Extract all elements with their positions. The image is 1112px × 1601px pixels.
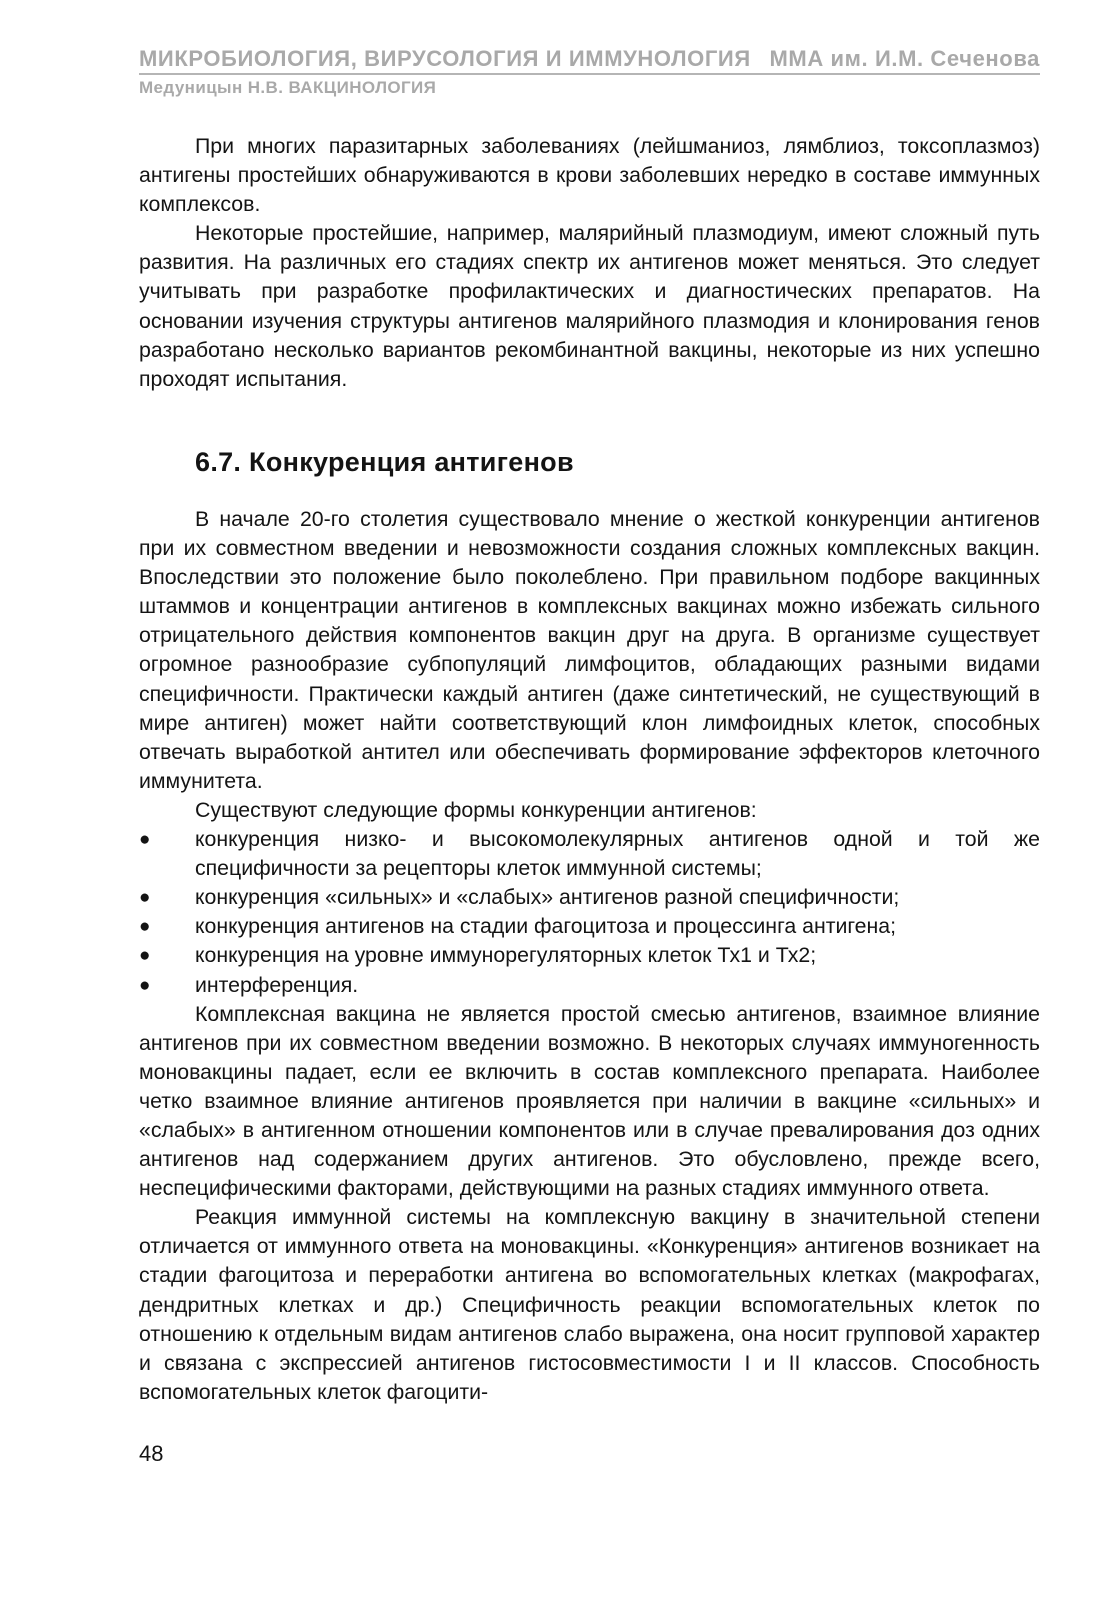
list-item-text: конкуренция антигенов на стадии фагоцитоза и процессинга антигена; (195, 914, 897, 939)
author-book-title: Медуницын Н.В. ВАКЦИНОЛОГИЯ (139, 78, 437, 97)
body-paragraph: При многих паразитарных заболеваниях (лейшманиоз, лямблиоз, токсоплазмоз) антигены простейших обнаруживаются в крови заболевших нередко в составе иммунных комплексов. (139, 134, 1040, 217)
list-item-text: конкуренция на уровне иммунорегуляторных клеток Тх1 и Тх2; (195, 943, 817, 968)
list-item (139, 912, 1040, 941)
section-heading: 6.7. Конкуренция антигенов (195, 447, 574, 477)
body-paragraph: Реакция иммунной системы на комплексную вакцину в значительной степени отличается от иммунного ответа на моновакцины. «Конкуренция» антигенов возникает на стадии фагоцитоза и переработки антигена во вспомогательных клетках (макрофагах, дендритных клетках и др.) Специфичность реакции вспомогательных клеток по отношению к отдельным видам антигенов слабо выражена, она носит групповой характер и связана с экспрессией антигенов гистосовместимости I и II классов. Способность вспомогательных клеток фагоцити- (139, 1205, 1040, 1404)
section-text-block (139, 505, 1040, 1407)
running-header-top-line (139, 46, 1040, 72)
bullet-icon: ● (139, 887, 151, 909)
body-paragraph: Комплексная вакцина не является простой смесью антигенов, взаимное влияние антигенов при их совместном введении возможно. В некоторых случаях иммуногенность моновакцины падает, если ее включить в состав комплексного препарата. Наиболее четко взаимное влияние антигенов проявляется при наличии в вакцине «сильных» и «слабых» в антигенном отношении компонентов или в случае превалирования доз одних антигенов над содержанием других антигенов. Это обусловлено, прежде всего, неспецифическими факторами, действующими на разных стадиях иммунного ответа. (139, 1001, 1040, 1201)
series-title: МИКРОБИОЛОГИЯ, ВИРУСОЛОГИЯ И ИММУНОЛОГИЯ (139, 46, 751, 71)
intro-text-block (139, 132, 1040, 394)
bullet-icon: ● (139, 829, 151, 851)
running-header (139, 46, 1040, 98)
bullet-icon: ● (139, 916, 151, 938)
list-item-text: конкуренция «сильных» и «слабых» антигенов разной специфичности; (195, 885, 900, 910)
list-item (139, 883, 1040, 912)
list-item (139, 941, 1040, 970)
header-rule (139, 73, 1040, 75)
body-paragraph: Некоторые простейшие, например, малярийный плазмодиум, имеют сложный путь развития. На различных его стадиях спектр их антигенов может меняться. Это следует учитывать при разработке профилактических и диагностических препаратов. На основании изучения структуры антигенов малярийного плазмодия и клонирования генов разработано несколько вариантов рекомбинантной вакцины, некоторые из них успешно проходят испытания. (139, 221, 1040, 391)
list-item (139, 825, 1040, 883)
page-number: 48 (139, 1441, 164, 1466)
competition-forms-list (139, 825, 1040, 1000)
body-paragraph: В начале 20-го столетия существовало мнение о жесткой конкуренции антигенов при их совместном введении и невозможности создания сложных комплексных вакцин. Впоследствии это положение было поколеблено. При правильном подборе вакцинных штаммов и концентрации антигенов в комплексных вакцинах можно избежать сильного отрицательного действия компонентов вакцин друг на друга. В организме существует огромное разнообразие субпопуляций лимфоцитов, обладающих разными видами специфичности. Практически каждый антиген (даже синтетический, не существующий в мире антиген) может найти соответствующий клон лимфоидных клеток, способных отвечать выработкой антител или обеспечивать формирование эффекторов клеточного иммунитета. (139, 507, 1040, 793)
list-item (139, 971, 1040, 1000)
list-intro-paragraph: Существуют следующие формы конкуренции антигенов: (195, 797, 757, 822)
list-item-text: интерференция. (195, 972, 359, 997)
institution-name: ММА им. И.М. Сеченова (769, 46, 1040, 71)
bullet-icon: ● (139, 974, 151, 996)
list-item-text: конкуренция низко- и высокомолекулярных антигенов одной и той же специфичности за рецепторы клеток иммунной системы; (195, 827, 1040, 881)
bullet-icon: ● (139, 945, 151, 967)
